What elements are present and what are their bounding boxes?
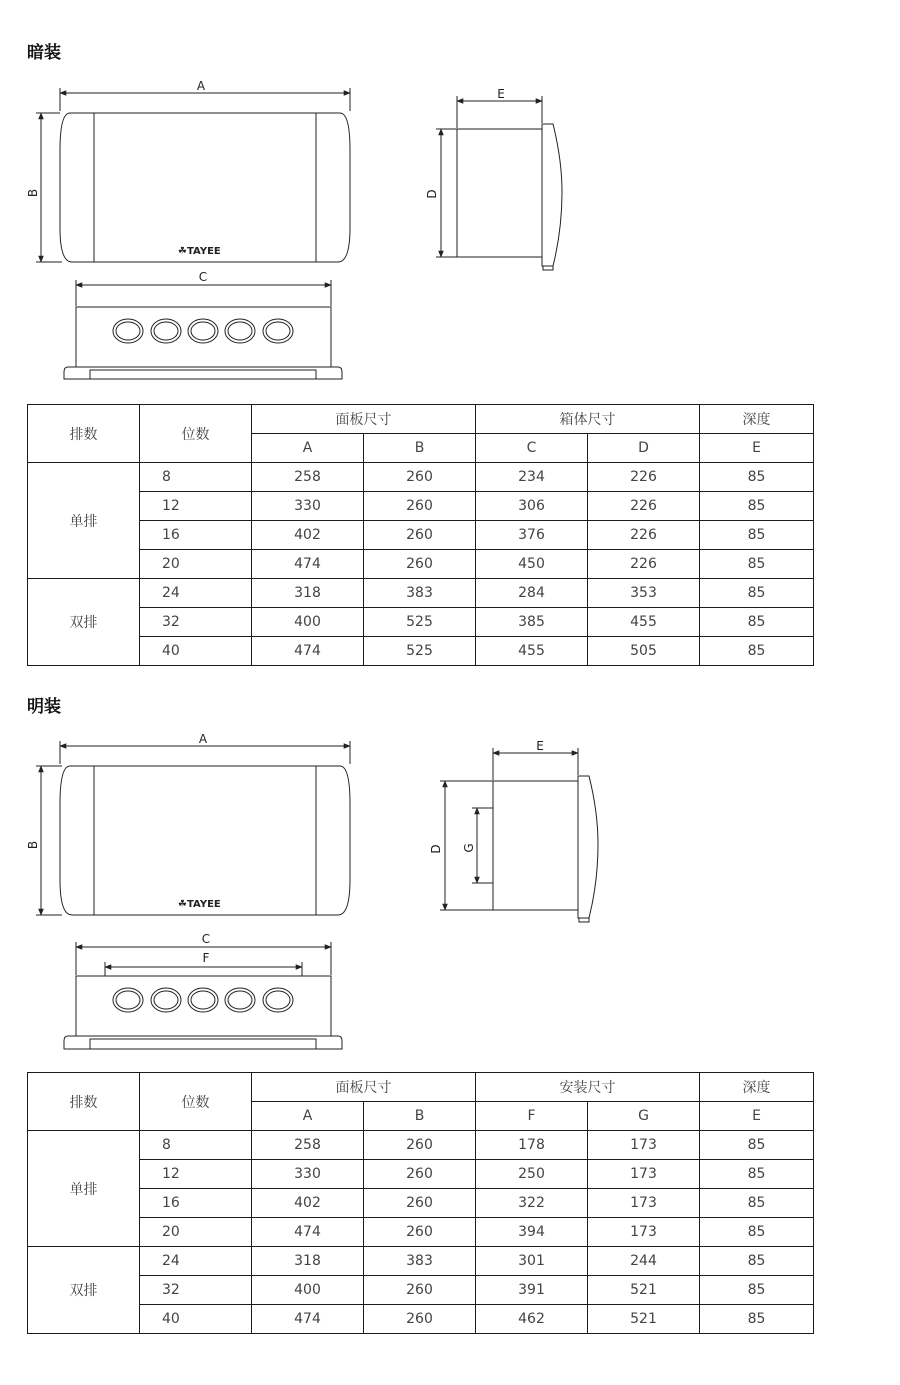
cell-g: 173 — [588, 1218, 700, 1247]
cell-pos: 8 — [140, 1131, 252, 1160]
concealed-drawing — [0, 0, 900, 395]
cell-a: 474 — [252, 1305, 364, 1334]
header-e: E — [700, 1102, 814, 1131]
cell-f: 322 — [476, 1189, 588, 1218]
cell-e: 85 — [700, 1276, 814, 1305]
dim-label-c: C — [201, 932, 211, 946]
cell-e: 85 — [700, 1218, 814, 1247]
header-panel-size: 面板尺寸 — [252, 1073, 476, 1102]
cell-c: 284 — [476, 579, 588, 608]
cell-a: 400 — [252, 608, 364, 637]
cell-pos: 32 — [140, 1276, 252, 1305]
table-row — [28, 579, 814, 608]
header-depth: 深度 — [700, 1073, 814, 1102]
cell-g: 521 — [588, 1305, 700, 1334]
header-f: F — [476, 1102, 588, 1131]
cell-f: 178 — [476, 1131, 588, 1160]
table-row — [28, 521, 814, 550]
group-label-single: 单排 — [28, 1131, 140, 1247]
cell-f: 250 — [476, 1160, 588, 1189]
cell-d: 226 — [588, 550, 700, 579]
cell-b: 260 — [364, 463, 476, 492]
header-d: D — [588, 434, 700, 463]
cell-e: 85 — [700, 608, 814, 637]
cell-pos: 12 — [140, 492, 252, 521]
cell-g: 173 — [588, 1189, 700, 1218]
cell-b: 260 — [364, 1131, 476, 1160]
cell-a: 402 — [252, 521, 364, 550]
cell-b: 260 — [364, 521, 476, 550]
cell-b: 260 — [364, 1189, 476, 1218]
section-title-surface: 明装 — [27, 697, 61, 717]
header-positions: 位数 — [140, 1073, 252, 1131]
cell-e: 85 — [700, 521, 814, 550]
concealed-spec-table — [27, 404, 814, 666]
cell-d: 455 — [588, 608, 700, 637]
cell-pos: 20 — [140, 550, 252, 579]
cell-pos: 20 — [140, 1218, 252, 1247]
cell-a: 258 — [252, 1131, 364, 1160]
side-view — [440, 748, 598, 922]
cell-a: 258 — [252, 463, 364, 492]
cell-pos: 32 — [140, 608, 252, 637]
dim-label-a: A — [196, 79, 206, 93]
cell-b: 260 — [364, 550, 476, 579]
dim-label-c: C — [198, 270, 208, 284]
cell-a: 474 — [252, 637, 364, 666]
header-install-size: 安装尺寸 — [476, 1073, 700, 1102]
cell-g: 173 — [588, 1131, 700, 1160]
header-rows-count: 排数 — [28, 1073, 140, 1131]
cell-pos: 40 — [140, 637, 252, 666]
cell-c: 306 — [476, 492, 588, 521]
cell-a: 402 — [252, 1189, 364, 1218]
cell-e: 85 — [700, 1131, 814, 1160]
cell-pos: 12 — [140, 1160, 252, 1189]
cell-d: 226 — [588, 492, 700, 521]
cell-e: 85 — [700, 637, 814, 666]
group-label-double: 双排 — [28, 579, 140, 666]
cell-b: 383 — [364, 1247, 476, 1276]
dim-label-b: B — [26, 840, 40, 850]
dim-label-d: D — [425, 189, 439, 199]
cell-e: 85 — [700, 1305, 814, 1334]
cell-b: 260 — [364, 1276, 476, 1305]
cell-g: 521 — [588, 1276, 700, 1305]
table-row — [28, 1160, 814, 1189]
table-row — [28, 492, 814, 521]
surface-drawing — [0, 720, 900, 1060]
svg-text:☘: ☘ — [178, 899, 187, 910]
group-label-single: 单排 — [28, 463, 140, 579]
header-panel-size: 面板尺寸 — [252, 405, 476, 434]
cell-a: 318 — [252, 579, 364, 608]
cell-c: 450 — [476, 550, 588, 579]
cell-b: 260 — [364, 1160, 476, 1189]
cell-f: 391 — [476, 1276, 588, 1305]
cell-pos: 16 — [140, 521, 252, 550]
table-row — [28, 1131, 814, 1160]
cell-a: 330 — [252, 1160, 364, 1189]
side-view — [436, 96, 562, 270]
dim-label-b: B — [26, 188, 40, 198]
brand-logo — [178, 899, 221, 910]
cell-g: 244 — [588, 1247, 700, 1276]
dim-label-a: A — [198, 732, 208, 746]
cell-d: 353 — [588, 579, 700, 608]
dim-label-e: E — [536, 739, 544, 753]
front-view — [36, 741, 350, 915]
header-box-size: 箱体尺寸 — [476, 405, 700, 434]
cell-a: 400 — [252, 1276, 364, 1305]
cell-b: 525 — [364, 637, 476, 666]
surface-spec-table — [27, 1072, 814, 1334]
cell-e: 85 — [700, 1189, 814, 1218]
front-view — [36, 88, 350, 262]
cell-pos: 24 — [140, 1247, 252, 1276]
header-c: C — [476, 434, 588, 463]
brand-logo-text: TAYEE — [187, 899, 221, 910]
table-row — [28, 550, 814, 579]
table-row — [28, 1305, 814, 1334]
header-positions: 位数 — [140, 405, 252, 463]
header-a: A — [252, 1102, 364, 1131]
cell-b: 260 — [364, 1305, 476, 1334]
table-row — [28, 1189, 814, 1218]
cell-f: 394 — [476, 1218, 588, 1247]
header-rows-count: 排数 — [28, 405, 140, 463]
cell-a: 318 — [252, 1247, 364, 1276]
header-a: A — [252, 434, 364, 463]
table-row — [28, 463, 814, 492]
dim-label-e: E — [497, 87, 505, 101]
bottom-view — [64, 280, 342, 379]
section-title-concealed: 暗装 — [27, 43, 61, 63]
cell-pos: 8 — [140, 463, 252, 492]
table-row — [28, 1276, 814, 1305]
cell-pos: 16 — [140, 1189, 252, 1218]
table-row — [28, 608, 814, 637]
table-row — [28, 1247, 814, 1276]
cell-e: 85 — [700, 492, 814, 521]
cell-e: 85 — [700, 1247, 814, 1276]
cell-f: 301 — [476, 1247, 588, 1276]
brand-logo — [178, 246, 221, 257]
header-b: B — [364, 434, 476, 463]
header-b: B — [364, 1102, 476, 1131]
dim-label-d: D — [429, 844, 443, 854]
cell-c: 234 — [476, 463, 588, 492]
cell-c: 376 — [476, 521, 588, 550]
cell-b: 383 — [364, 579, 476, 608]
cell-a: 330 — [252, 492, 364, 521]
cell-e: 85 — [700, 550, 814, 579]
cell-c: 455 — [476, 637, 588, 666]
cell-d: 226 — [588, 463, 700, 492]
table-row — [28, 637, 814, 666]
cell-d: 505 — [588, 637, 700, 666]
cell-d: 226 — [588, 521, 700, 550]
brand-logo-text: TAYEE — [187, 246, 221, 257]
header-e: E — [700, 434, 814, 463]
cell-a: 474 — [252, 1218, 364, 1247]
cell-e: 85 — [700, 579, 814, 608]
cell-pos: 40 — [140, 1305, 252, 1334]
svg-text:☘: ☘ — [178, 246, 187, 257]
cell-g: 173 — [588, 1160, 700, 1189]
cell-e: 85 — [700, 463, 814, 492]
cell-b: 260 — [364, 1218, 476, 1247]
cell-b: 525 — [364, 608, 476, 637]
cell-f: 462 — [476, 1305, 588, 1334]
cell-b: 260 — [364, 492, 476, 521]
header-depth: 深度 — [700, 405, 814, 434]
dim-label-g: G — [462, 843, 476, 853]
dim-label-f: F — [202, 951, 210, 965]
table-row — [28, 1218, 814, 1247]
group-label-double: 双排 — [28, 1247, 140, 1334]
cell-pos: 24 — [140, 579, 252, 608]
cell-e: 85 — [700, 1160, 814, 1189]
cell-c: 385 — [476, 608, 588, 637]
header-g: G — [588, 1102, 700, 1131]
cell-a: 474 — [252, 550, 364, 579]
